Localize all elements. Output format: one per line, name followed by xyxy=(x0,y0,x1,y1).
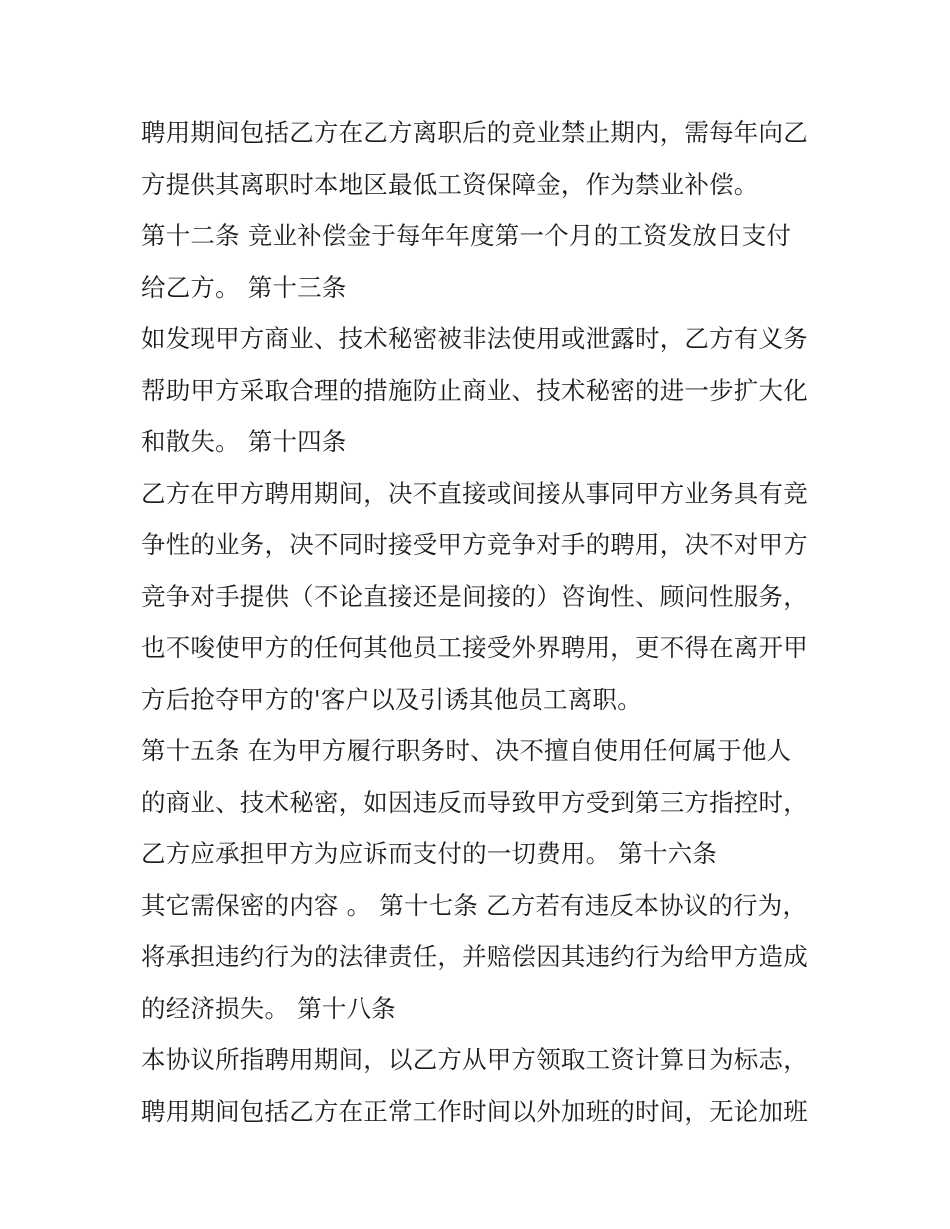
text-line: 竞争对手提供（不论直接还是间接的）咨询性、顾问性服务， xyxy=(141,581,808,611)
text-line: 本协议所指聘用期间，以乙方从甲方领取工资计算日为标志， xyxy=(141,1045,808,1074)
text-line: 的经济损失。 第十八条 xyxy=(141,993,396,1023)
text-line: 争性的业务，决不同时接受甲方竞争对手的聘用，决不对甲方 xyxy=(141,530,808,559)
text-line: 将承担违约行为的法律责任，并赔偿因其违约行为给甲方造成 xyxy=(141,942,808,971)
text-line: 也不唆使甲方的任何其他员工接受外界聘用，更不得在离开甲 xyxy=(141,633,808,662)
text-line: 的商业、技术秘密，如因违反而导致甲方受到第三方指控时， xyxy=(141,787,808,817)
text-line: 乙方在甲方聘用期间，决不直接或间接从事同甲方业务具有竞 xyxy=(141,478,808,508)
text-line: 其它需保密的内容 。 第十七条 乙方若有违反本协议的行为， xyxy=(141,890,808,920)
document-body xyxy=(141,107,831,1137)
text-line: 乙方应承担甲方为应诉而支付的一切费用。 第十六条 xyxy=(141,839,718,868)
text-line: 方后抢夺甲方的'客户以及引诱其他员工离职。 xyxy=(141,684,642,714)
text-line: 帮助甲方采取合理的措施防止商业、技术秘密的进一步扩大化 xyxy=(141,375,808,405)
text-line: 第十五条 在为甲方履行职务时、决不擅自使用任何属于他人 xyxy=(141,736,792,765)
text-line: 和散失。 第十四条 xyxy=(141,427,347,456)
text-line: 如发现甲方商业、技术秘密被非法使用或泄露时，乙方有义务 xyxy=(141,324,808,353)
text-line: 方提供其离职时本地区最低工资保障金，作为禁业补偿。 xyxy=(141,169,759,199)
text-line: 给乙方。 第十三条 xyxy=(141,272,347,302)
text-line: 第十二条 竞业补偿金于每年年度第一个月的工资发放日支付 xyxy=(141,221,792,250)
text-line: 聘用期间包括乙方在乙方离职后的竞业禁止期内，需每年向乙 xyxy=(141,118,808,147)
text-line: 聘用期间包括乙方在正常工作时间以外加班的时间，无论加班 xyxy=(141,1096,808,1126)
